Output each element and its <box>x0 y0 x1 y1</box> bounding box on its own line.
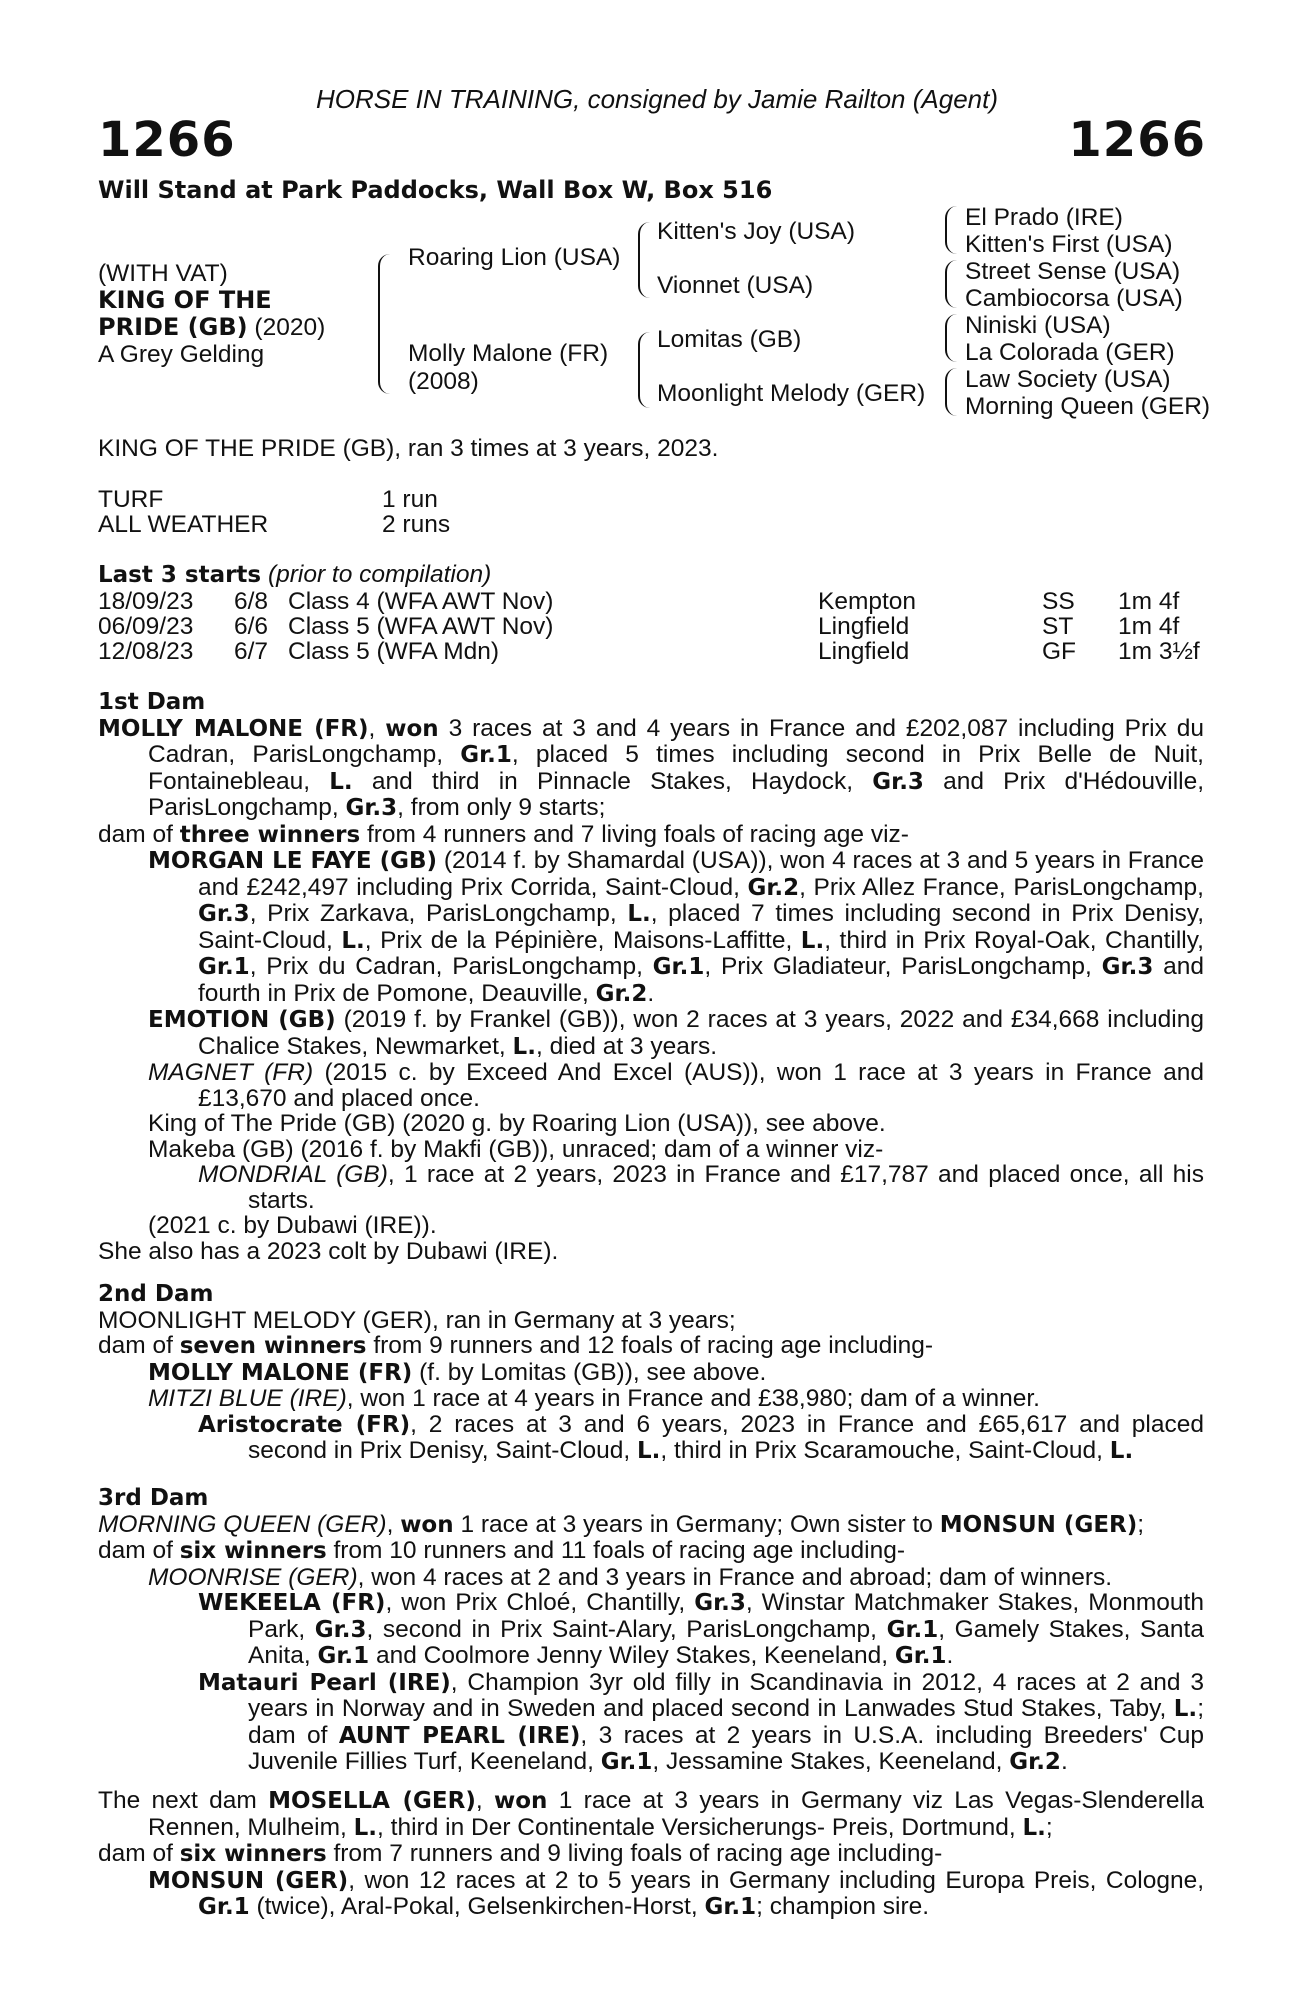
text: , Jessamine Stakes, Keeneland, <box>652 1748 1003 1775</box>
pedigree-dam-sire: Lomitas (GB) <box>657 326 802 353</box>
text: , <box>386 1510 394 1538</box>
winners-count: seven winners <box>179 1333 367 1359</box>
pedigree-g3-8: Morning Queen (GER) <box>965 393 1211 420</box>
grade: Gr.1 <box>704 1894 757 1920</box>
produce-name: MORGAN LE FAYE (GB) <box>148 848 438 874</box>
produce-molly-malone <box>98 1360 1204 1387</box>
text: (2019 f. by Frankel (GB)), won 2 races at 3 years, 2022 and £34,668 including Chalice Stakes, Newmarket, <box>198 1006 1205 1060</box>
surface-name: TURF <box>98 486 164 513</box>
text: (f. by Lomitas (GB)), see above. <box>419 1358 767 1386</box>
horse-description: A Grey Gelding <box>98 341 265 368</box>
start-row <box>98 638 1208 664</box>
pedigree-dam-year: (2008) <box>408 368 479 395</box>
produce-moonrise <box>98 1565 1204 1591</box>
start-going: GF <box>1042 638 1077 665</box>
pedigree-g3-4: Cambiocorsa (USA) <box>965 285 1183 312</box>
produce-makeba: Makeba (GB) (2016 f. by Makfi (GB)), unraced; dam of a winner viz- <box>148 1135 884 1163</box>
second-dam-section <box>98 1282 1204 1465</box>
text: , Gamely Stakes, Santa Anita, <box>248 1615 1204 1669</box>
surface-runs: 2 runs <box>382 511 451 538</box>
start-course: Lingfield <box>818 613 910 640</box>
text: , third in Der Continentale Versicherungs- Preis, Dortmund, <box>377 1813 1016 1841</box>
produce-mondrial <box>98 1162 1204 1213</box>
start-going: SS <box>1042 588 1075 615</box>
start-position: 6/8 <box>234 588 269 615</box>
pedigree-g3-6: La Colorada (GER) <box>965 339 1175 366</box>
start-date: 12/08/23 <box>98 638 194 665</box>
produce-name: MAGNET (FR) <box>148 1059 314 1086</box>
produce-name: AUNT PEARL (IRE) <box>338 1722 581 1749</box>
text: , Winstar Matchmaker Stakes, Monmouth Park, <box>248 1589 1204 1643</box>
grade: Gr.1 <box>317 1643 370 1669</box>
horse-name-line2: PRIDE (GB) <box>98 313 248 341</box>
first-dam-section <box>98 690 1204 1264</box>
vat-note: (WITH VAT) <box>98 260 228 287</box>
text: , from only 9 starts; <box>397 794 606 821</box>
dam-name: MORNING QUEEN (GER) <box>98 1510 387 1538</box>
pedigree-g3-7: Law Society (USA) <box>965 366 1171 393</box>
last-starts-heading <box>98 562 491 589</box>
third-dam-produce-intro <box>98 1538 1204 1565</box>
text: , <box>475 1787 483 1814</box>
text: , 3 races at 2 years in U.S.A. including Breeders' Cup Juvenile Fillies Turf, Keeneland, <box>248 1721 1204 1775</box>
grade: L. <box>341 927 365 954</box>
surface-name: ALL WEATHER <box>98 511 269 538</box>
grade: L. <box>353 1814 378 1841</box>
first-dam-heading: 1st Dam <box>98 689 206 715</box>
next-dam-section <box>98 1788 1204 1921</box>
start-distance: 1m 3½f <box>1118 638 1200 665</box>
won-label: won <box>493 1788 548 1814</box>
text: (2014 f. by Shamardal (USA)), won 4 races at 3 and 5 years in France and £242,497 including Prix Corrida, Saint-Cloud, <box>198 847 1205 901</box>
surface-row-aw <box>98 511 1208 537</box>
sibling-name: MONSUN (GER) <box>939 1511 1138 1538</box>
pedigree-sire-sire: Kitten's Joy (USA) <box>657 218 856 245</box>
produce-morgan-le-faye <box>98 848 1204 1007</box>
text: , Prix du Cadran, ParisLongchamp, <box>249 953 643 980</box>
won-label: won <box>400 1511 454 1538</box>
surface-runs: 1 run <box>382 486 438 513</box>
grade: Gr.3 <box>314 1616 367 1643</box>
grade: Gr.1 <box>894 1643 947 1669</box>
text: dam of <box>98 1840 173 1867</box>
text: ; <box>1045 1813 1053 1841</box>
produce-name: MONSUN (GER) <box>148 1867 349 1894</box>
text: 1 race at 3 years in Germany viz Las Vegas-Slenderella Rennen, Mulheim, <box>148 1787 1204 1841</box>
pedigree-g3-5: Niniski (USA) <box>965 312 1111 339</box>
produce-emotion <box>98 1007 1204 1060</box>
produce-name: MOLLY MALONE (FR) <box>148 1359 413 1386</box>
text: , won 1 race at 4 years in France and £38,980; dam of a winner. <box>346 1385 1040 1412</box>
winners-count: three winners <box>179 821 361 848</box>
horse-year: (2020) <box>254 314 326 341</box>
text: from 7 runners and 9 living foals of racing age including- <box>333 1840 943 1867</box>
text: , died at 3 years. <box>535 1032 718 1060</box>
winners-count: six winners <box>179 1841 327 1867</box>
last-starts-title: Last 3 starts <box>98 562 262 588</box>
text: from 9 runners and 12 foals of racing age including- <box>373 1332 934 1359</box>
surface-row-turf <box>98 486 1208 512</box>
stand-location: Will Stand at Park Paddocks, Wall Box W, Box 516 <box>98 176 773 204</box>
pedigree-brace-g3-3 <box>945 314 957 362</box>
text: (2015 c. by Exceed And Excel (AUS)), won 1 race at 3 years in France and £13,670 and placed once. <box>198 1059 1205 1112</box>
grade: Gr.1 <box>198 954 250 980</box>
grade: Gr.2 <box>747 874 800 901</box>
text: ; dam of <box>248 1695 1204 1749</box>
grade: L. <box>329 768 353 795</box>
produce-matauri-pearl <box>98 1670 1204 1776</box>
start-race: Class 4 (WFA AWT Nov) <box>288 588 554 615</box>
pedigree-brace-g3-4 <box>945 368 957 416</box>
produce-2021-colt: (2021 c. by Dubawi (IRE)). <box>148 1212 437 1239</box>
grade: L. <box>1173 1696 1198 1722</box>
text: , second in Prix Saint-Alary, ParisLongchamp, <box>366 1615 877 1643</box>
winners-count: six winners <box>179 1538 327 1564</box>
text: . <box>1060 1748 1068 1775</box>
grade: L. <box>1109 1438 1134 1464</box>
pedigree-brace-sire <box>638 222 650 298</box>
text: 1 race at 3 years in Germany; Own sister to <box>460 1510 933 1538</box>
start-distance: 1m 4f <box>1118 588 1180 615</box>
text: dam of <box>98 820 173 848</box>
produce-name: MITZI BLUE (IRE) <box>148 1385 347 1412</box>
start-date: 18/09/23 <box>98 588 194 615</box>
text: , won 12 races at 2 to 5 years in Germany including Europa Preis, Cologne, <box>348 1866 1205 1894</box>
text: dam of <box>98 1332 173 1359</box>
grade: Gr.3 <box>1101 954 1154 980</box>
text: from 10 runners and 11 foals of racing age including- <box>333 1537 906 1564</box>
pedigree-brace-main <box>378 254 390 394</box>
start-date: 06/09/23 <box>98 613 194 640</box>
produce-2023-colt: She also has a 2023 colt by Dubawi (IRE). <box>98 1237 559 1265</box>
grade: Gr.3 <box>198 901 250 927</box>
dam-name: MOSELLA (GER) <box>268 1788 476 1814</box>
first-dam-record: MOLLY MALONE (FR), won 3 races at 3 and 4 years in France and £202,087 including Prix du Cadran, ParisLongchamp, Gr.1, placed 5 times including second in Prix Belle de Nuit, Fontainebleau, L. and third in Pinnacle Stakes, Haydock, Gr.3 and Prix d'Hédouville, ParisLongchamp, Gr.3, from only 9 starts; <box>98 714 1205 821</box>
text: , won 4 races at 2 and 3 years in France and abroad; dam of winners. <box>357 1563 1113 1591</box>
grade: Gr.3 <box>345 795 398 821</box>
text: ; champion sire. <box>756 1893 930 1920</box>
pedigree-g3-2: Kitten's First (USA) <box>965 231 1173 258</box>
produce-magnet <box>98 1060 1204 1111</box>
second-dam-produce-intro <box>98 1333 1204 1360</box>
pedigree-g3-1: El Prado (IRE) <box>965 204 1123 231</box>
text: (twice), Aral-Pokal, Gelsenkirchen-Horst, <box>256 1893 698 1920</box>
produce-name: MONDRIAL (GB) <box>198 1161 388 1188</box>
text: , third in Prix Royal-Oak, Chantilly, <box>824 926 1204 954</box>
text: and third in Pinnacle Stakes, Haydock, <box>371 767 854 795</box>
grade: Gr.3 <box>694 1590 746 1616</box>
next-dam-produce-intro <box>98 1841 1204 1868</box>
grade: Gr.1 <box>198 1894 250 1920</box>
dam-name: MOLLY MALONE (FR) <box>98 715 369 742</box>
horse-identity <box>98 260 325 368</box>
grade: Gr.1 <box>652 954 705 980</box>
start-race: Class 5 (WFA Mdn) <box>288 638 500 665</box>
produce-wekeela <box>98 1590 1204 1670</box>
start-going: ST <box>1042 613 1074 640</box>
lot-number-right: 1266 <box>1068 112 1206 168</box>
start-course: Lingfield <box>818 638 910 665</box>
start-distance: 1m 4f <box>1118 613 1180 640</box>
produce-monsun <box>98 1868 1204 1921</box>
produce-aristocrate <box>98 1412 1204 1465</box>
race-summary: KING OF THE PRIDE (GB), ran 3 times at 3 years, 2023. <box>98 435 719 462</box>
text: , placed 5 times including second in Prix Belle de Nuit, Fontainebleau, <box>148 741 1204 795</box>
second-dam-heading: 2nd Dam <box>98 1281 214 1307</box>
start-position: 6/7 <box>234 638 269 665</box>
text: and fourth in Prix de Pomone, Deauville, <box>198 953 1204 1007</box>
pedigree-brace-g3-1 <box>945 206 957 254</box>
grade: L. <box>800 927 825 954</box>
horse-name-line2-row <box>98 314 325 341</box>
next-dam-record <box>98 1788 1204 1841</box>
pedigree-dam-dam: Moonlight Melody (GER) <box>657 380 926 407</box>
text: , Prix Allez France, ParisLongchamp, <box>799 873 1204 901</box>
pedigree-g3-3: Street Sense (USA) <box>965 258 1181 285</box>
produce-name: Aristocrate (FR) <box>198 1411 411 1438</box>
pedigree-dam: Molly Malone (FR) <box>408 340 609 367</box>
text: , Champion 3yr old filly in Scandinavia in 2012, 4 races at 2 and 3 years in Norway and in Sweden and placed second in Lanwades Stud Stakes, Taby, <box>248 1668 1205 1722</box>
grade: L. <box>627 901 651 927</box>
third-dam-record <box>98 1512 1204 1539</box>
text: dam of <box>98 1537 173 1564</box>
produce-name: MOONRISE (GER) <box>148 1563 358 1591</box>
text: , 1 race at 2 years, 2023 in France and £17,787 and placed once, all his starts. <box>248 1161 1204 1214</box>
first-dam-produce-intro <box>98 822 1204 849</box>
third-dam-section <box>98 1486 1204 1776</box>
start-row <box>98 588 1208 614</box>
won-label: won <box>385 715 439 742</box>
start-course: Kempton <box>818 588 917 615</box>
grade: Gr.2 <box>595 980 648 1007</box>
grade: Gr.1 <box>886 1616 939 1643</box>
third-dam-heading: 3rd Dam <box>98 1485 209 1511</box>
text: and Coolmore Jenny Wiley Stakes, Keeneland, <box>375 1642 889 1669</box>
text: and Prix d'Hédouville, ParisLongchamp, <box>148 767 1205 821</box>
text: ; <box>1137 1510 1145 1538</box>
pedigree-brace-dam <box>638 332 650 408</box>
text: , Prix Zarkava, ParisLongchamp, <box>249 900 617 927</box>
last-starts-note: (prior to compilation) <box>267 561 492 588</box>
text: , placed 7 times including second in Prix Denisy, Saint-Cloud, <box>198 900 1204 954</box>
grade: L. <box>512 1033 536 1060</box>
pedigree-brace-g3-2 <box>945 260 957 308</box>
produce-king-of-the-pride: King of The Pride (GB) (2020 g. by Roaring Lion (USA)), see above. <box>148 1110 886 1137</box>
start-race: Class 5 (WFA AWT Nov) <box>288 613 554 640</box>
produce-name: EMOTION (GB) <box>148 1007 336 1033</box>
grade: Gr.1 <box>600 1749 653 1775</box>
text: , won Prix Chloé, Chantilly, <box>385 1589 686 1616</box>
produce-mitzi-blue <box>98 1386 1204 1412</box>
text: from 4 runners and 7 living foals of racing age viz- <box>366 820 909 848</box>
text: , Prix Gladiateur, ParisLongchamp, <box>704 953 1092 980</box>
pedigree-sire: Roaring Lion (USA) <box>408 244 621 271</box>
horse-name-line1: KING OF THE <box>98 286 272 314</box>
lot-number-left: 1266 <box>98 112 236 168</box>
second-dam-record: MOONLIGHT MELODY (GER), ran in Germany at 3 years; <box>98 1306 736 1334</box>
consignment-line: HORSE IN TRAINING, consigned by Jamie Railton (Agent) <box>315 84 999 114</box>
grade: Gr.3 <box>872 768 924 795</box>
produce-name: Matauri Pearl (IRE) <box>198 1669 451 1696</box>
text: , Prix de la Pépinière, Maisons-Laffitte, <box>364 926 793 954</box>
grade: Gr.2 <box>1009 1749 1061 1775</box>
pedigree-sire-dam: Vionnet (USA) <box>657 272 814 299</box>
produce-name: WEKEELA (FR) <box>198 1590 386 1616</box>
text: 3 races at 3 and 4 years in France and £202,087 including Prix du Cadran, ParisLongchamp, <box>148 714 1204 768</box>
grade: L. <box>1022 1814 1046 1841</box>
text: . <box>647 979 655 1007</box>
grade: Gr.1 <box>460 742 512 768</box>
text: , 2 races at 3 and 6 years, 2023 in France and £65,617 and placed second in Prix Denisy, Saint-Cloud, <box>248 1410 1204 1464</box>
text: The next dam <box>98 1787 257 1814</box>
grade: L. <box>637 1438 661 1464</box>
text: . <box>946 1642 954 1669</box>
start-row <box>98 613 1208 639</box>
text: , third in Prix Scaramouche, Saint-Cloud, <box>660 1437 1103 1464</box>
start-position: 6/6 <box>234 613 269 640</box>
